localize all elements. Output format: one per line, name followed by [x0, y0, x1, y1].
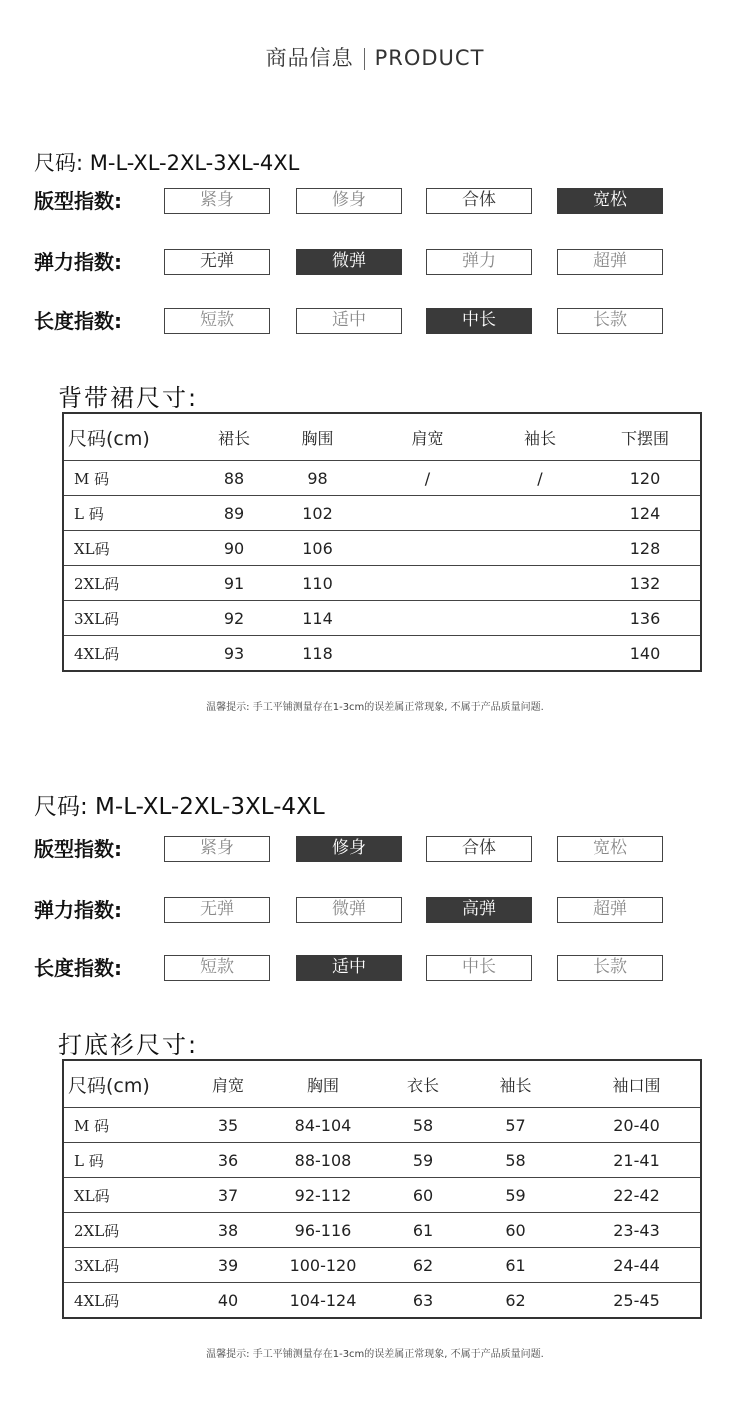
table-cell: 110 [270, 566, 365, 601]
header-cell: 胸围 [270, 413, 365, 461]
header-title-en: PRODUCT [374, 46, 485, 70]
table-cell: 3XL码 [63, 1248, 198, 1283]
table-cell: 63 [388, 1283, 458, 1319]
table-cell: 84-104 [258, 1108, 388, 1143]
fit-option-1: 紧身 [164, 836, 270, 862]
table-cell: 91 [198, 566, 270, 601]
table-cell [490, 531, 590, 566]
header-cell: 尺码(cm) [63, 413, 198, 461]
table-row [63, 1178, 701, 1213]
table-cell [365, 531, 490, 566]
table-header-row [63, 413, 701, 461]
table-cell: 88 [198, 461, 270, 496]
table-cell: 118 [270, 636, 365, 672]
table-cell: 61 [458, 1248, 573, 1283]
table-cell: 62 [458, 1283, 573, 1319]
table-cell: 61 [388, 1213, 458, 1248]
table-row [63, 531, 701, 566]
stretch-index-row [34, 895, 734, 925]
table-cell: 93 [198, 636, 270, 672]
table-row [63, 461, 701, 496]
stretch-index-label: 弹力指数: [34, 250, 122, 274]
table-cell: 37 [198, 1178, 258, 1213]
header-cell: 袖长 [458, 1060, 573, 1108]
fit-option-4: 宽松 [557, 188, 663, 214]
header-cell: 裙长 [198, 413, 270, 461]
table-cell: / [365, 461, 490, 496]
table-cell: 128 [590, 531, 701, 566]
length-option-3: 中长 [426, 955, 532, 981]
stretch-option-2: 微弹 [296, 249, 402, 275]
measurement-tip: 温馨提示: 手工平铺测量存在1-3cm的误差属正常现象, 不属于产品质量问题. [206, 702, 544, 713]
table-row [63, 601, 701, 636]
size-table [62, 412, 702, 672]
table-cell: 58 [388, 1108, 458, 1143]
table-cell: XL码 [63, 1178, 198, 1213]
table-cell [365, 566, 490, 601]
length-option-4: 长款 [557, 955, 663, 981]
table-title: 打底衫尺寸: [58, 1031, 199, 1059]
table-cell: 60 [388, 1178, 458, 1213]
header-cell: 袖长 [490, 413, 590, 461]
table-cell: 98 [270, 461, 365, 496]
page-header [0, 42, 750, 72]
table-cell: 39 [198, 1248, 258, 1283]
table-cell: / [490, 461, 590, 496]
length-option-1: 短款 [164, 955, 270, 981]
stretch-index-label: 弹力指数: [34, 898, 122, 922]
table-cell: 57 [458, 1108, 573, 1143]
table-cell: 114 [270, 601, 365, 636]
table-cell: 25-45 [573, 1283, 701, 1319]
length-index-label: 长度指数: [34, 309, 122, 333]
table-cell: 106 [270, 531, 365, 566]
table-cell: 92 [198, 601, 270, 636]
table-row [63, 1108, 701, 1143]
table-row [63, 1248, 701, 1283]
table-cell: 59 [458, 1178, 573, 1213]
header-cell: 肩宽 [198, 1060, 258, 1108]
header-cell: 胸围 [258, 1060, 388, 1108]
table-cell: 90 [198, 531, 270, 566]
table-cell: 104-124 [258, 1283, 388, 1319]
table-cell: 100-120 [258, 1248, 388, 1283]
table-cell: 140 [590, 636, 701, 672]
fit-option-3: 合体 [426, 836, 532, 862]
length-option-4: 长款 [557, 308, 663, 334]
table-cell: 2XL码 [63, 566, 198, 601]
table-cell [490, 636, 590, 672]
table-row [63, 496, 701, 531]
table-cell: 96-116 [258, 1213, 388, 1248]
stretch-option-3: 弹力 [426, 249, 532, 275]
header-cell: 衣长 [388, 1060, 458, 1108]
fit-index-label: 版型指数: [34, 189, 122, 213]
fit-index-row [34, 834, 734, 864]
table-title: 背带裙尺寸: [58, 384, 199, 412]
stretch-option-4: 超弹 [557, 897, 663, 923]
table-row [63, 1213, 701, 1248]
length-index-label: 长度指数: [34, 956, 122, 980]
fit-option-2: 修身 [296, 836, 402, 862]
table-cell: 4XL码 [63, 636, 198, 672]
table-header-row [63, 1060, 701, 1108]
stretch-option-2: 微弹 [296, 897, 402, 923]
stretch-option-3: 高弹 [426, 897, 532, 923]
length-index-row [34, 953, 734, 983]
table-cell: 22-42 [573, 1178, 701, 1213]
table-cell: 92-112 [258, 1178, 388, 1213]
stretch-option-1: 无弹 [164, 249, 270, 275]
table-cell: 124 [590, 496, 701, 531]
table-cell: 88-108 [258, 1143, 388, 1178]
length-option-1: 短款 [164, 308, 270, 334]
table-row [63, 1283, 701, 1319]
table-cell: 36 [198, 1143, 258, 1178]
table-row [63, 1143, 701, 1178]
table-cell: 120 [590, 461, 701, 496]
table-cell: 40 [198, 1283, 258, 1319]
fit-index-label: 版型指数: [34, 837, 122, 861]
table-cell: 38 [198, 1213, 258, 1248]
table-cell: 58 [458, 1143, 573, 1178]
header-cell: 肩宽 [365, 413, 490, 461]
fit-option-3: 合体 [426, 188, 532, 214]
table-cell: 4XL码 [63, 1283, 198, 1319]
length-option-2: 适中 [296, 955, 402, 981]
length-option-3: 中长 [426, 308, 532, 334]
header-cell: 袖口围 [573, 1060, 701, 1108]
table-cell: M 码 [63, 461, 198, 496]
table-cell: L 码 [63, 496, 198, 531]
table-cell: 24-44 [573, 1248, 701, 1283]
length-option-2: 适中 [296, 308, 402, 334]
table-cell: L 码 [63, 1143, 198, 1178]
header-title-cn: 商品信息 [265, 46, 354, 70]
size-range: 尺码: M-L-XL-2XL-3XL-4XL [34, 151, 300, 175]
header-cell: 下摆围 [590, 413, 701, 461]
table-row [63, 636, 701, 672]
table-cell [365, 636, 490, 672]
stretch-option-1: 无弹 [164, 897, 270, 923]
table-cell: XL码 [63, 531, 198, 566]
length-index-row [34, 306, 734, 336]
table-cell [365, 496, 490, 531]
size-table [62, 1059, 702, 1319]
table-cell: 102 [270, 496, 365, 531]
fit-option-4: 宽松 [557, 836, 663, 862]
measurement-tip: 温馨提示: 手工平铺测量存在1-3cm的误差属正常现象, 不属于产品质量问题. [206, 1349, 544, 1360]
table-cell: 21-41 [573, 1143, 701, 1178]
header-divider [364, 48, 365, 70]
table-cell: 35 [198, 1108, 258, 1143]
fit-option-1: 紧身 [164, 188, 270, 214]
table-cell: 89 [198, 496, 270, 531]
table-cell: 23-43 [573, 1213, 701, 1248]
fit-index-row [34, 186, 734, 216]
header-cell: 尺码(cm) [63, 1060, 198, 1108]
table-cell: 20-40 [573, 1108, 701, 1143]
table-cell [490, 496, 590, 531]
table-cell: 132 [590, 566, 701, 601]
fit-option-2: 修身 [296, 188, 402, 214]
size-range: 尺码: M-L-XL-2XL-3XL-4XL [34, 794, 325, 820]
table-cell: 3XL码 [63, 601, 198, 636]
stretch-index-row [34, 247, 734, 277]
stretch-option-4: 超弹 [557, 249, 663, 275]
table-cell: M 码 [63, 1108, 198, 1143]
table-cell [490, 601, 590, 636]
table-cell: 59 [388, 1143, 458, 1178]
table-row [63, 566, 701, 601]
table-cell: 136 [590, 601, 701, 636]
table-cell [365, 601, 490, 636]
table-cell [490, 566, 590, 601]
table-cell: 62 [388, 1248, 458, 1283]
table-cell: 60 [458, 1213, 573, 1248]
table-cell: 2XL码 [63, 1213, 198, 1248]
